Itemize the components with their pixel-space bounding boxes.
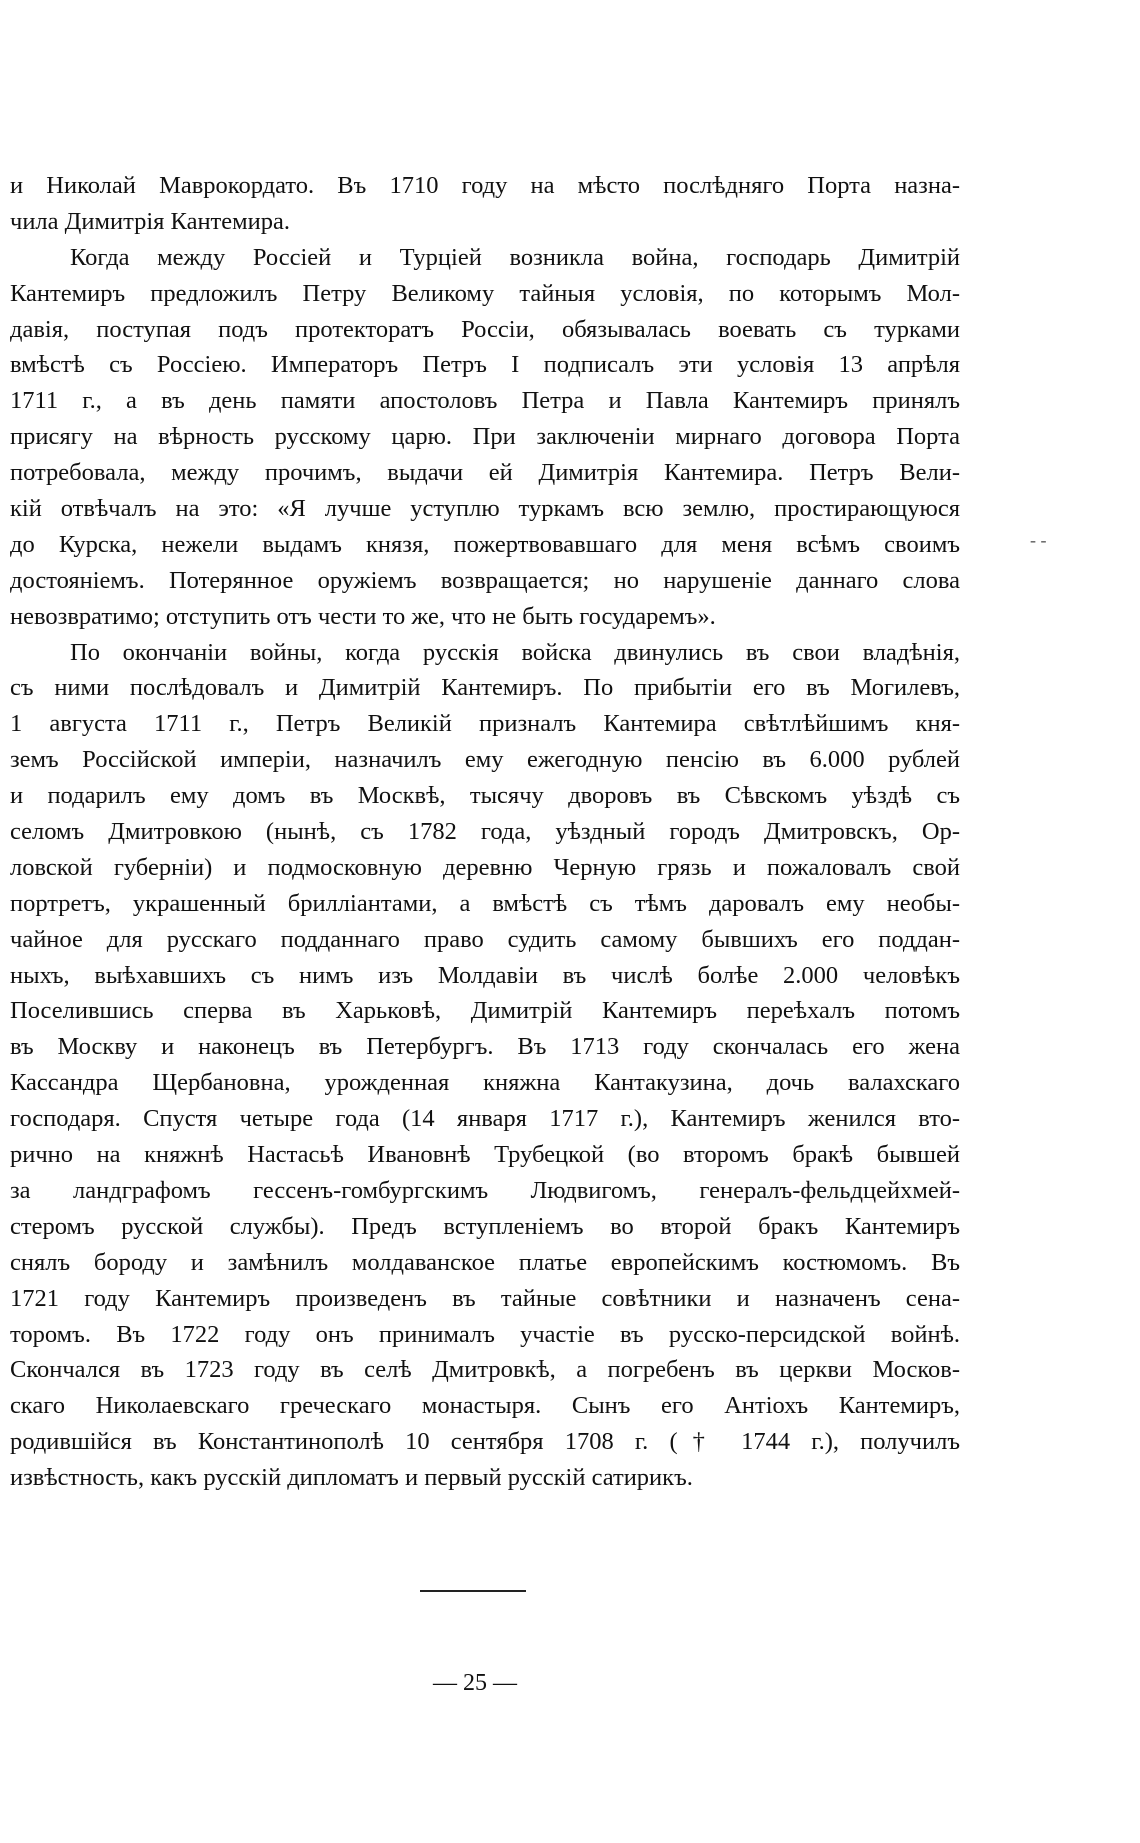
text-line: съ ними послѣдовалъ и Димитрій Кантемиръ. По прибытіи его въ Могилевъ, — [10, 674, 960, 702]
text-line: въ Москву и наконецъ въ Петербургъ. Въ 1713 году скончалась его жена — [10, 1033, 960, 1061]
text-line: скаго Николаевскаго греческаго монастыря. Сынъ его Антіохъ Кантемиръ, — [10, 1392, 960, 1420]
text-line: торомъ. Въ 1722 году онъ принималъ участіе въ русско-персидской войнѣ. — [10, 1320, 960, 1348]
text-line: Когда между Россіей и Турціей возникла война, господарь Димитрій — [70, 243, 960, 271]
text-line: до Курска, нежели выдамъ князя, пожертвовавшаго для меня всѣмъ своимъ — [10, 530, 960, 558]
text-line: стеромъ русской службы). Предъ вступленіемъ во второй бракъ Кантемиръ — [10, 1212, 960, 1240]
text-line: кій отвѣчалъ на это: «Я лучше уступлю туркамъ всю землю, простирающуюся — [10, 495, 960, 523]
text-line: земъ Россійской имперіи, назначилъ ему ежегодную пенсію въ 6.000 рублей — [10, 746, 960, 774]
separator-rule — [420, 1590, 526, 1592]
text-line: вмѣстѣ съ Россіею. Императоръ Петръ I подписалъ эти условія 13 апрѣля — [10, 351, 960, 379]
text-line: ловской губерніи) и подмосковную деревню Черную грязь и пожаловалъ свой — [10, 853, 960, 881]
text-line: присягу на вѣрность русскому царю. При заключеніи мирнаго договора Порта — [10, 423, 960, 451]
text-line: селомъ Дмитровкою (нынѣ, съ 1782 года, уѣздный городъ Дмитровскъ, Ор- — [10, 818, 960, 846]
text-line: чила Димитрія Кантемира. — [10, 207, 291, 235]
text-line: чайное для русскаго подданнаго право судить самому бывшихъ его поддан- — [10, 925, 960, 953]
text-line: снялъ бороду и замѣнилъ молдаванское платье европейскимъ костюмомъ. Въ — [10, 1248, 960, 1276]
text-line: извѣстность, какъ русскій дипломатъ и первый русскій сатирикъ. — [10, 1464, 693, 1492]
body-text — [10, 168, 960, 1496]
text-line: Скончался въ 1723 году въ селѣ Дмитровкѣ, а погребенъ въ церкви Москов- — [10, 1356, 960, 1384]
text-line: портретъ, украшенный брилліантами, а вмѣстѣ съ тѣмъ даровалъ ему необы- — [10, 889, 960, 917]
text-line: Кантемиръ предложилъ Петру Великому тайныя условія, по которымъ Мол- — [10, 279, 960, 307]
text-line: и Николай Маврокордато. Въ 1710 году на мѣсто послѣдняго Порта назна- — [10, 172, 960, 199]
text-line: рично на княжнѣ Настасьѣ Ивановнѣ Трубецкой (во второмъ бракѣ бывшей — [10, 1141, 960, 1169]
text-line: Поселившись сперва въ Харьковѣ, Димитрій Кантемиръ переѣхалъ потомъ — [10, 997, 960, 1025]
text-line: 1711 г., а въ день памяти апостоловъ Петра и Павла Кантемиръ принялъ — [10, 387, 960, 415]
text-line: родившійся въ Константинополѣ 10 сентября 1708 г. († 1744 г.), получилъ — [10, 1428, 960, 1456]
text-line: 1721 году Кантемиръ произведенъ въ тайные совѣтники и назначенъ сена- — [10, 1284, 960, 1312]
text-line: невозвратимо; отступить отъ чести то же, что не быть государемъ». — [10, 602, 716, 630]
text-line: и подарилъ ему домъ въ Москвѣ, тысячу дворовъ въ Сѣвскомъ уѣздѣ съ — [10, 782, 960, 810]
page-number: — 25 — — [433, 1670, 517, 1696]
text-line: 1 августа 1711 г., Петръ Великій призналъ Кантемира свѣтлѣйшимъ кня- — [10, 710, 960, 738]
text-line: достояніемъ. Потерянное оружіемъ возвращается; но нарушеніе даннаго слова — [10, 566, 960, 594]
text-line: По окончаніи войны, когда русскія войска двинулись въ свои владѣнія, — [70, 638, 960, 666]
margin-mark: - - — [1030, 530, 1047, 550]
text-line: давія, поступая подъ протекторатъ Россіи, обязывалась воевать съ турками — [10, 315, 960, 343]
text-line: Кассандра Щербановна, урожденная княжна Кантакузина, дочь валахскаго — [10, 1069, 960, 1097]
text-line: господаря. Спустя четыре года (14 января 1717 г.), Кантемиръ женился вто- — [10, 1105, 960, 1133]
text-line: ныхъ, выѣхавшихъ съ нимъ изъ Молдавіи въ числѣ болѣе 2.000 человѣкъ — [10, 961, 960, 989]
text-line: потребовала, между прочимъ, выдачи ей Димитрія Кантемира. Петръ Вели- — [10, 459, 960, 487]
text-line: за ландграфомъ гессенъ-гомбургскимъ Людвигомъ, генералъ-фельдцейхмей- — [10, 1176, 960, 1204]
